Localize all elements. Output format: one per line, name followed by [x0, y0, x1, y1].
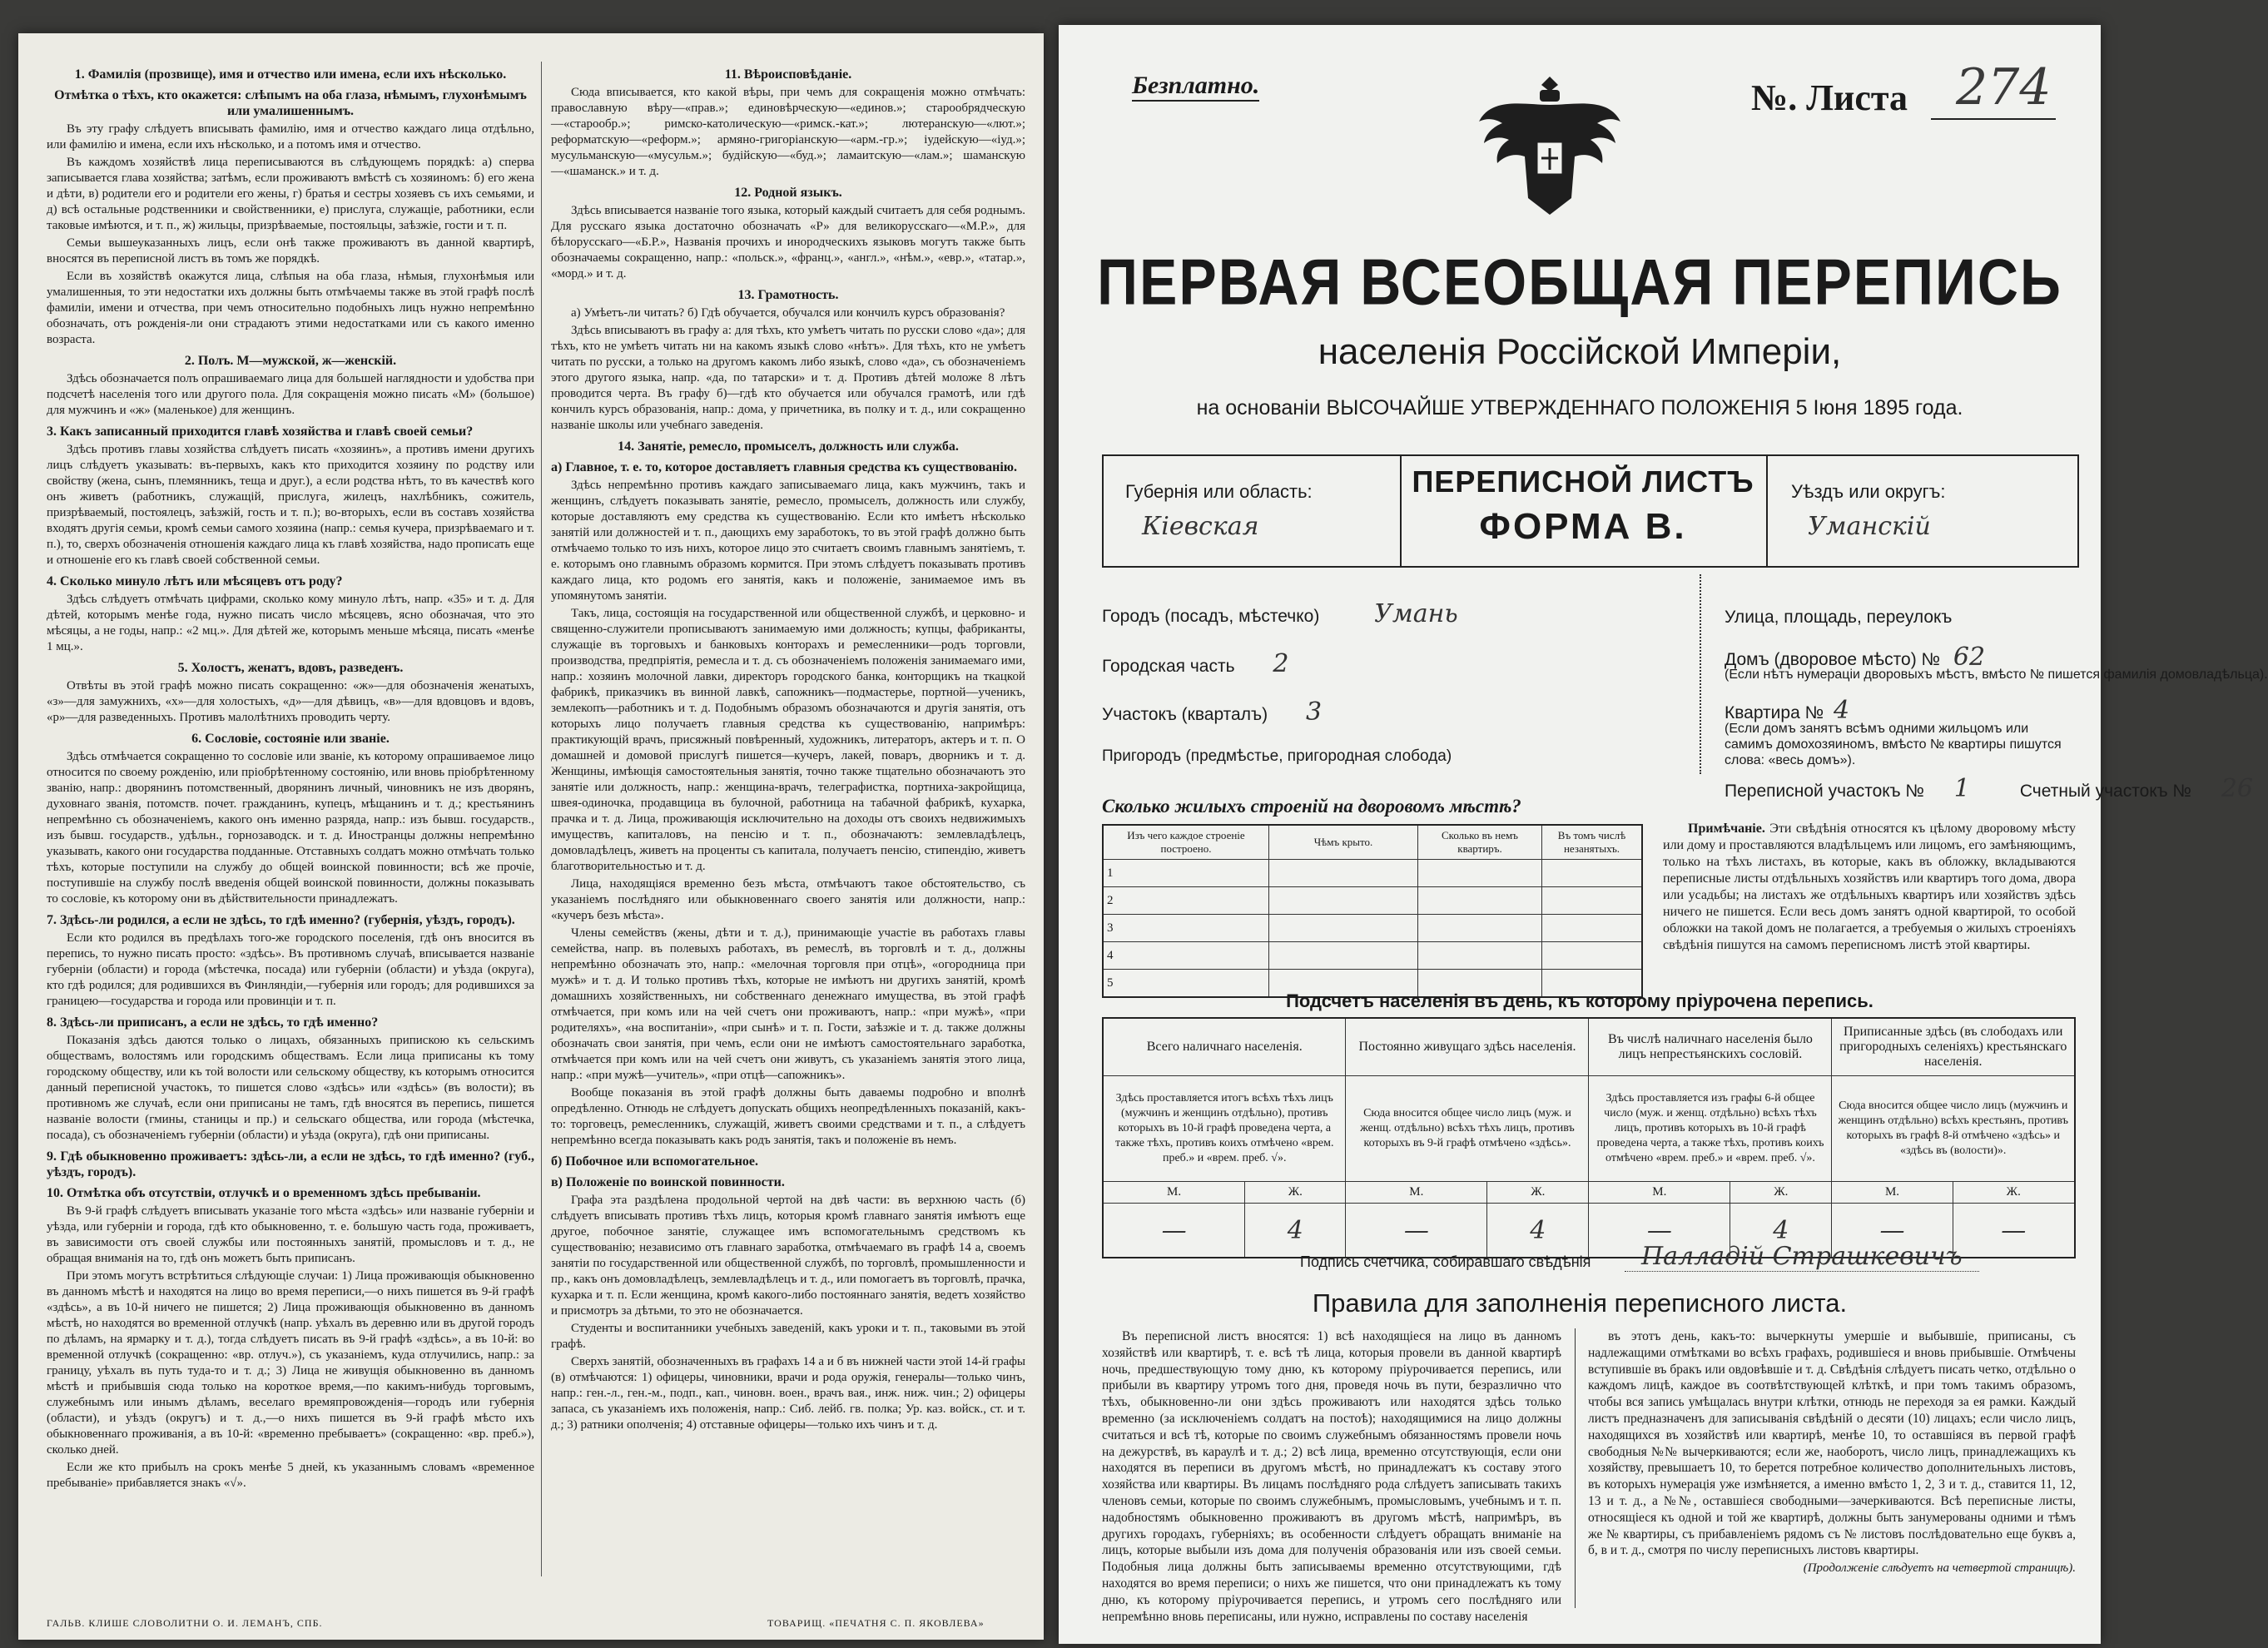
apartment-note: (Если домъ занятъ всѣмъ одними жильцомъ или самимъ домохозяиномъ, вмѣсто № квартиры пишутся слова: «весь домъ»). [1725, 722, 2062, 767]
buildings-cell [1269, 915, 1418, 942]
instruction-heading: в) Положеніе по воинской повинности. [551, 1175, 785, 1189]
count-head-peasant: Приписанные здѣсь (въ слободахъ или пригородныхъ селеніяхъ) крестьянскаго населенія. [1832, 1018, 2075, 1076]
note-title: Примѣчаніе. [1688, 822, 1765, 836]
instruction-paragraph: а) Умѣетъ-ли читать? б) Гдѣ обучается, обучался или кончилъ курсъ образованія? [571, 306, 1005, 320]
buildings-table [1102, 824, 1643, 998]
male-label: М. [1832, 1182, 1953, 1204]
buildings-cell [1418, 887, 1542, 915]
count-head-non-peasant: Въ числѣ наличнаго населенія было лицъ непрестьянскихъ сословій. [1589, 1018, 1832, 1076]
uezd-label: Уѣздъ или округъ: [1791, 481, 1946, 502]
house-label: Домъ (дворовое мѣсто) № [1725, 650, 1941, 669]
count-head-permanent: Постоянно живущаго здѣсь населенія. [1346, 1018, 1589, 1076]
buildings-header-apartments: Сколько въ немъ квартиръ. [1418, 825, 1542, 860]
sheet-number-value: 274 [1956, 58, 2052, 117]
double-headed-eagle-icon [1475, 68, 1625, 235]
census-form-page [1059, 25, 2268, 1644]
count-body-non-peasant: Здѣсь проставляется изъ графы 6-й общее число (муж. и женщ. отдѣльно) всѣхъ тѣхъ лицъ, противъ которыхъ въ 10-й графѣ проведена черта, а также тѣхъ, противъ коихъ отмѣчено «врем. преб.» и «врем. преб. √». [1589, 1076, 1832, 1182]
form-letter: ФОРМА В. [1479, 506, 1687, 547]
instruction-paragraph: Въ 9-й графѣ слѣдуетъ вписывать указаніе того мѣста «здѣсь» или названіе губерніи и уѣзда, или губерніи и города, гдѣ кто обыкновенно, т. е. большую часть года, проживаетъ, въ зависимости отъ своей службы или постоянныхъ занятій, промысловъ и т. д., не обращая вниманія на то, гдѣ онъ можетъ быть приписанъ. [47, 1204, 534, 1265]
count-body-peasant: Сюда вносится общее число лицъ (мужчинъ и женщинъ отдѣльно) всѣхъ крестьянъ, противъ которыхъ въ графѣ 8-й отмѣчено «здѣсь» и «здѣсь въ (волости)». [1832, 1076, 2075, 1182]
count-title: Подсчетъ населенія въ день, къ которому пріурочена перепись. [1286, 990, 1873, 1011]
count-head-present: Всего наличнаго населенія. [1103, 1018, 1346, 1076]
buildings-cell [1269, 887, 1418, 915]
uezd-value: Уманскій [1808, 512, 1931, 541]
house-value: 62 [1953, 643, 1986, 672]
instruction-heading: 7. Здѣсь-ли родился, а если не здѣсь, то гдѣ именно? (губернія, уѣздъ, городъ). [47, 913, 515, 927]
street-label: Улица, площадь, переулокъ [1725, 608, 1953, 627]
header-divider-right [1766, 454, 1768, 566]
instruction-paragraph: Графа эта раздѣлена продольной чертой на двѣ части: въ верхнюю часть (б) слѣдуетъ вписывать противъ тѣхъ лицъ, которыя кромѣ главнаго занятія имѣютъ еще другое, побочное занятіе, служащее имъ вспомогательнымъ средствомъ къ существованію; независимо отъ главнаго заработка, отмѣчаемаго въ графѣ 14 а, своемъ занятіи по государственной или общественной службѣ, по торговлѣ, промышленности и пр., какъ онъ домовладѣлецъ, землевладѣлецъ и т. д., или помогаетъ въ торговлѣ, прачка, кухарка и т. п. Если женщина, кромѣ какого-либо постояннаго занятія, ведетъ хозяйство и присмотръ за дѣтьми, то это не обозначается. [551, 1194, 1025, 1318]
uchastok-value: 3 [1305, 697, 1323, 727]
buildings-row-number: 3 [1103, 915, 1269, 942]
city-part-label: Городская часть [1102, 657, 1235, 676]
instruction-heading: 10. Отмѣтка объ отсутствіи, отлучкѣ и о временномъ здѣсь пребываніи. [47, 1186, 481, 1200]
instruction-paragraph: Здѣсь отмѣчается сокращенно то сословіе или званіе, къ которому опрашиваемое лицо относится по своему рожденію, или пріобрѣтенному состоянію, или вновь пріобрѣтенному званію, напр.: дворянинъ потомственный, дворянинъ личный, чиновникъ не изъ дворянъ, духовнаго званія, потомств. почет. гражданинъ, купецъ, мѣщанинъ и т. д.; крестьянинъ непремѣнно съ обозначеніемъ, какого онъ именно разряда, напр.: изъ бывш. государств., изъ бывш. государств., удѣльн., горнозаводск. и т. д. Иностранцы должны непремѣнно указывать, какого они государства подданные. Отставныхъ солдатъ можно отмѣчать только тѣхъ, которые поступили на службу до общей воинской повинности; всѣ же прочіе, поступившіе на службу послѣ введенія общей воинской повинности, должны показывать то сословіе, къ которому они въ дѣйствительности принадлежатъ. [47, 750, 534, 906]
census-subtitle: населенія Россійской Имперіи, [1318, 331, 1842, 372]
instruction-paragraph: Здѣсь непремѣнно противъ каждаго записываемаго лица, какъ мужчинъ, такъ и женщинъ, слѣдуетъ показывать занятіе, ремесло, промыселъ, должность или службу, которые доставляютъ ему средства къ существованію. Если кто имѣетъ нѣсколько занятій или должностей и т. п., дающихъ ему заработокъ, то въ этой графѣ должно быть отмѣчаемо только то изъ нихъ, которое лицо это считаетъ своимъ главнымъ занятіемъ, т. е. которымъ оно главнымъ образомъ кормится. При этомъ слѣдуетъ показывать противъ каждаго лица, кто родомъ его занятія, какъ и положеніе, занимаемое имъ въ упомянутомъ занятіи. [551, 479, 1025, 603]
printer-footer-right: ТОВАРИЩ. «ПЕЧАТНЯ С. П. ЯКОВЛЕВА» [767, 1617, 985, 1629]
buildings-row [1103, 942, 1642, 970]
female-label: Ж. [1487, 1182, 1589, 1204]
instruction-paragraph: Если кто родился въ предѣлахъ того-же городского поселенія, гдѣ онъ вносится въ перепись, то нужно писать просто: «здѣсь». Въ противномъ случаѣ, вписывается названіе губерніи (области) и города (мѣстечка, посада) или губерніи (области) и уѣзда (округа), кто гдѣ родился; для родившихся въ Финляндіи,—губернія или городъ; для родившихся за границею—государства и города или провинціи и т. п. [47, 931, 534, 1008]
buildings-header-material: Изъ чего каждое строеніе построено. [1103, 825, 1269, 860]
buildings-header-roof: Чѣмъ крыто. [1269, 825, 1418, 860]
count-permanent-male: — [1346, 1204, 1487, 1258]
count-body-present: Здѣсь проставляется итогъ всѣхъ тѣхъ лицъ (мужчинъ и женщинъ отдѣльно), противъ которыхъ въ 10-й графѣ проведена черта, а также тѣхъ, противъ коихъ отмѣчено «врем. преб.» и «врем. преб. √». [1103, 1076, 1346, 1182]
instruction-heading: 9. Гдѣ обыкновенно проживаетъ: здѣсь-ли, а если не здѣсь, то гдѣ именно? (губ., уѣздъ, городъ). [47, 1149, 534, 1179]
population-count-table [1102, 1017, 2076, 1258]
buildings-header-vacant: Въ томъ числѣ незанятыхъ. [1542, 825, 1643, 860]
buildings-header-row [1103, 825, 1642, 860]
instruction-paragraph: Лица, находящіяся временно безъ мѣста, отмѣчаютъ такое обстоятельство, съ указаніемъ послѣдняго или обыкновеннаго своего занятія или должности, напр.: «кучеръ безъ мѣста». [551, 877, 1025, 922]
instruction-paragraph: Здѣсь обозначается полъ опрашиваемаго лица для большей наглядности и удобства при подсчетѣ населенія того или другого пола. Для сокращенія можно писать «М» (большое) для мужчинъ и «ж» (маленькое) для женщинъ. [47, 372, 534, 417]
rules-continued: (Продолженіе слѣдуетъ на четвертой страницѣ). [1803, 1561, 2076, 1576]
count-sex-row [1103, 1182, 2075, 1204]
instruction-paragraph: Сверхъ занятій, обозначенныхъ въ графахъ 14 а и б въ нижней части этой 14-й графы (в) отмѣчаются: 1) офицеры, чиновники, врачи и рода оружія, генералы—только чинъ, напр.: ген.-л., ген.-м., подп., кап., чиновн. воен., врачъ вая., инж. ниж. чин.; 2) офицеры запаса, съ указаніемъ ихъ положенія, напр.: Сиб. лейб. гв. полка; Ур. каз. войск., ст. и т. д.; 3) ратники ополченія; 4) отставные офицеры—только ихъ чинъ и т. д. [551, 1355, 1025, 1432]
instruction-heading: 4. Сколько минуло лѣтъ или мѣсяцевъ отъ роду? [47, 574, 343, 588]
instruction-heading: б) Побочное или вспомогательное. [551, 1154, 759, 1169]
count-nonpeasant-male: — [1589, 1204, 1730, 1258]
column-divider [541, 62, 542, 1576]
buildings-cell [1269, 860, 1418, 887]
instructions-page [18, 33, 1044, 1640]
buildings-cell [1542, 942, 1643, 970]
buildings-cell [1542, 860, 1643, 887]
sheet-number-label: №. Листа [1751, 77, 1908, 118]
instruction-paragraph: Здѣсь противъ главы хозяйства слѣдуетъ писать «хозяинъ», а противъ имени другихъ лицъ слѣдуетъ указывать: въ-первыхъ, какъ кто приходится хозяину по родству или свойству (жена, сынъ, племянникъ, теща и друг.), а если родства нѣтъ, то въ качествѣ кого онъ живетъ (работникъ, служащій, прислуга, жилецъ, нахлѣбникъ, сожитель, призрѣваемый, постоялецъ, заѣзжій, гость и т. п.); во-вторыхъ, если въ составъ хозяйства входятъ другія семьи, кромѣ семьи самого хозяина (напр.: семья кучера, призрѣваемаго и т. п.), то, сверхъ обозначенія отношенія каждаго лица къ главѣ хозяйства, надо прописать еще и отношеніе его къ главѣ своей собственной семьи. [47, 443, 534, 567]
city-label: Городъ (посадъ, мѣстечко) [1102, 607, 1320, 626]
instruction-paragraph: Если въ хозяйствѣ окажутся лица, слѣпыя на оба глаза, нѣмыя, глухонѣмыя или умалишенныя, то эти недостатки ихъ должны быть отмѣчаемы также въ этой графѣ послѣ фамиліи, имени и отчества, при чемъ относительно подобныхъ лицъ нужно непремѣнно обозначать, отъ рожденія-ли они страдаютъ этими недостатками или съ какого именно возраста. [47, 270, 534, 346]
city-part-value: 2 [1273, 649, 1289, 678]
instruction-paragraph: Отвѣты въ этой графѣ можно писать сокращенно: «ж»—для обозначенія женатыхъ, «з»—для замужнихъ, «х»—для холостыхъ, «д»—для дѣвицъ, «в»—для вдовцовъ и вдовъ, «р»—для разведенныхъ. Противъ малолѣтнихъ проводить черту. [47, 679, 534, 724]
census-area-field [1725, 774, 2253, 803]
instruction-heading: Отмѣтка о тѣхъ, кто окажется: слѣпымъ на оба глаза, нѣмымъ, глухонѣмымъ или умалишеннымъ. [54, 88, 527, 118]
male-label: М. [1346, 1182, 1487, 1204]
buildings-row-number: 4 [1103, 942, 1269, 970]
buildings-row-number: 2 [1103, 887, 1269, 915]
instruction-paragraph: Здѣсь слѣдуетъ отмѣчать цифрами, сколько кому минуло лѣтъ, напр. «35» и т. д. Для дѣтей, которымъ менѣе года, нужно писать число мѣсяцевъ, ясно обозначая, что это мѣсяцы, а не годы, напр.: «2 мц.». Для дѣтей же, которымъ меньше мѣсяца, писать «менѣе 1 мц.». [47, 593, 534, 653]
uchastok-label: Участокъ (кварталъ) [1102, 705, 1268, 724]
instruction-heading: а) Главное, т. е. то, которое доставляетъ главныя средства къ существованію. [551, 460, 1017, 474]
count-permanent-female: 4 [1487, 1204, 1589, 1258]
suburb-label: Пригородъ (предмѣстье, пригородная слобода) [1102, 747, 1452, 765]
instruction-paragraph: Вообще показанія въ этой графѣ должны быть даваемы подробно и вполнѣ опредѣленно. Отнюдь не слѣдуетъ допускать общихъ неопредѣленныхъ показаній, какъ-то: торговецъ, ремесленникъ, служащій, живетъ своими средствами и т. п., а слѣдуетъ непремѣнно всегда показывать какъ родъ занятія, такъ и положеніе въ немъ. [551, 1086, 1025, 1147]
count-body-row [1103, 1076, 2075, 1182]
female-label: Ж. [1245, 1182, 1346, 1204]
buildings-cell [1418, 942, 1542, 970]
buildings-cell [1418, 915, 1542, 942]
printer-footer-left: ГАЛЬВ. КЛИШЕ СЛОВОЛИТНИ О. И. ЛЕМАНЪ, СПБ. [47, 1617, 323, 1629]
female-label: Ж. [1730, 1182, 1832, 1204]
street-field [1725, 608, 1952, 628]
count-head-row [1103, 1018, 2075, 1076]
buildings-cell [1542, 915, 1643, 942]
instruction-paragraph: Здѣсь вписываютъ въ графу а: для тѣхъ, кто умѣетъ читать по русски слово «да»; для тѣхъ, кто не умѣетъ читать ни на какомъ языкѣ слово «нѣтъ». Для тѣхъ, кто не умѣетъ читать по русски, а только на другомъ какомъ либо языкѣ, слово «да», съ обозначеніемъ этого другого языка, напр. «да, по татарски» и т. д. Противъ дѣтей моложе 8 лѣтъ проводится черта. Въ графу б)—гдѣ кто обучается или обучался грамотѣ, или гдѣ кончилъ курсъ образованія, напр.: дома, у причетника, въ полку и т. д., или сокращенно названіе школы или учебнаго заведенія. [551, 324, 1025, 432]
rules-title: Правила для заполненія переписного листа. [1312, 1288, 1848, 1318]
instruction-paragraph: Въ каждомъ хозяйствѣ лица переписываются въ слѣдующемъ порядкѣ: а) сперва записывается глава хозяйства; затѣмъ, если проживаютъ вмѣстѣ съ хозяиномъ: б) его жена и дѣти, в) родители его и родители его жены, г) братья и сестры хозяевъ съ ихъ семьями, и д) всѣ остальные родственники и свойственники, е) прислуга, служащіе, работники, если таковые имѣются, и т. п., ж) жильцы, призрѣваемые, постояльцы, заѣзжіе, гости и т. п. [47, 156, 534, 232]
city-value: Умань [1374, 599, 1458, 628]
instructions-column-1 [47, 62, 534, 1493]
house-note: (Если нѣтъ нумераціи дворовыхъ мѣстъ, вмѣсто № пишется фамилія домовладѣльца). [1725, 668, 2268, 682]
count-present-male: — [1103, 1204, 1245, 1258]
instructions-column-2 [551, 62, 1025, 1435]
instruction-paragraph: Здѣсь вписывается названіе того языка, который каждый считаетъ для себя роднымъ. Для русскаго языка достаточно обозначать «Р» для великорусскаго—«М.Р.», для бѣлорусскаго—«Б.Р.», Названія прочихъ и инородческихъ языковъ могутъ также быть обозначаемы сокращенно, напр.: «польск.», «франц.», «англ.», «нѣм.», «евр.», «татар.», «морд.» и т. д. [551, 204, 1025, 280]
buildings-row [1103, 887, 1642, 915]
census-area-value: 1 [1953, 774, 1970, 803]
apartment-label: Квартира № [1725, 703, 1824, 722]
buildings-row [1103, 860, 1642, 887]
count-area-label: Счетный участокъ № [2019, 782, 2191, 801]
instruction-paragraph: Такъ, лица, состоящія на государственной или общественной службѣ, и церковно- и священно-служители прописываютъ занимаемую ими должность; купцы, фабриканты, служащіе въ торговыхъ и банковыхъ конторахъ и ремесленники—родъ торговли, производства, предпріятія, ремесла и т. д. съ обозначеніемъ положенія занимаемаго ими, напр.: хозяинъ молочной лавки, директоръ городского банка, конторщикъ на ткацкой фабрикѣ, приказчикъ въ винной лавкѣ, сапожникъ—подмастерье, портной—ученикъ, землекопъ—работникъ и т. д. Подобнымъ образомъ обозначаются и другія занятія, отъ которыхъ лицо получаетъ главныя средства къ существованію, напримѣръ: практикующій врачъ, присяжный повѣренный, художникъ, литераторъ, актеръ и т. п. О домашней и домовой прислугѣ пишется—кучеръ, лакей, поваръ, дворникъ и т. д. Женщины, имѣющія самостоятельныя занятія, точно также тщательно обозначаютъ это занятіе или должность, напр.: женщина-врачъ, телеграфистка, портниха-закройщица, швея-одиночка, продавщица въ булочной, работница на табачной фабрикѣ, кухарка, прачка и т. д. Лица, проживающія исключительно на доходы отъ своихъ недвижимыхъ имуществъ, капиталовъ, на пенсію и т. п., обозначаютъ: землевладѣлецъ, домовладѣлецъ, живетъ на проценты съ капитала, получаетъ пенсію, стипендію, живетъ благотворительностью и т. д. [551, 607, 1025, 873]
gubernia-label: Губернія или область: [1125, 481, 1313, 502]
signature-label: Подпись счетчика, собиравшаго свѣдѣнія [1300, 1253, 1591, 1270]
instruction-heading: 8. Здѣсь-ли приписанъ, а если не здѣсь, то гдѣ именно? [47, 1015, 379, 1030]
instruction-heading: 1. Фамилія (прозвище), имя и отчество или имена, если ихъ нѣсколько. [74, 67, 507, 82]
buildings-row-number: 1 [1103, 860, 1269, 887]
instruction-paragraph: Студенты и воспитанники учебныхъ заведеній, какъ уроки и т. п., таковыми въ этой графѣ. [551, 1322, 1025, 1351]
buildings-row-number: 5 [1103, 970, 1269, 998]
count-peasant-female: — [1953, 1204, 2075, 1258]
rules-column-2 [1588, 1328, 2076, 1577]
instruction-heading: 3. Какъ записанный приходится главѣ хозяйства и главѣ своей семьи? [47, 424, 474, 439]
address-divider [1700, 574, 1702, 774]
instruction-heading: 14. Занятіе, ремесло, промыселъ, должность или служба. [618, 439, 959, 454]
signature-value: Палладій Страшкевичъ [1625, 1242, 1979, 1272]
count-nonpeasant-female: 4 [1730, 1204, 1832, 1258]
instruction-heading: 12. Родной языкъ. [734, 186, 842, 200]
note-text: Эти свѣдѣнія относятся къ цѣлому дворовому мѣсту или дому и проставляются владѣльцемъ или лицомъ, его замѣняющимъ, только на тѣхъ листахъ, въ которые, какъ въ обложку, вкладываются переписные листы отдѣльныхъ хозяйствъ или квартиръ того дома, двора или усадьбы; на листахъ же отдѣльныхъ квартиръ или хозяйствъ здѣсь ничего не пишется. Если весь домъ занятъ одной квартирой, то особой обложки на такой домъ не полагается, а требуемыя о жилыхъ строеніяхъ свѣдѣнія пишутся на самомъ переписномъ листѣ этой квартиры. [1663, 822, 2077, 952]
male-label: М. [1103, 1182, 1245, 1204]
instruction-heading: 11. Вѣроисповѣданіе. [724, 67, 852, 82]
count-present-female: 4 [1245, 1204, 1346, 1258]
buildings-question: Сколько жилыхъ строеній на дворовомъ мѣстѣ? [1102, 796, 1521, 817]
census-basis: на основаніи ВЫСОЧАЙШЕ УТВЕРЖДЕННАГО ПОЛОЖЕНІЯ 5 Іюня 1895 года. [1196, 396, 1963, 419]
rules-text-2: въ этотъ день, какъ-то: вычеркнуты умершіе и выбывшіе, приписаны, съ надлежащими отмѣтками во всѣхъ графахъ, родившіеся и вновь прибывшіе. Отмѣчены вступившіе въ бракъ или овдовѣвшіе и т. д. Свѣдѣнія слѣдуетъ писать четко, отдѣльно о каждомъ лицѣ, каждое въ соотвѣтствующей клѣткѣ, и при томъ такимъ образомъ, чтобы вся запись умѣщалась внутри клѣтки, отнюдь не переходя за ея рамки. Каждый листъ предназначенъ для записыванія свѣдѣній о десяти (10) лицахъ; если число лицъ, находящихся въ хозяйствѣ или квартирѣ, менѣе 10, то оставшіяся въ первой графѣ свободныя №№ вычеркиваются; если же, наоборотъ, число лицъ, принадлежащихъ къ хозяйству, превышаетъ 10, то берется потребное количество дополнительныхъ листовъ, въ которыхъ нумерація уже измѣняется, а именно вмѣсто 1, 2, 3 и т. д., ставится 11, 12, 13 и т. д., а №№, оставшіеся свободными—зачеркиваются. Всѣ переписные листы, относящіеся къ одной и той же квартирѣ, должны быть занумерованы одними и тѣмъ же № квартиры, съ прибавленіемъ рядомъ съ № листовъ послѣдовательно еще буквъ а, б, в и т. д., смотря по числу переписныхъ листовъ квартиры. [1588, 1329, 2076, 1558]
uchastok-field [1102, 697, 1322, 727]
instruction-heading: 5. Холостъ, женатъ, вдовъ, разведенъ. [177, 661, 404, 675]
count-body-permanent: Сюда вносится общее число лицъ (муж. и женщ. отдѣльно) всѣхъ тѣхъ лицъ, противъ которыхъ въ 9-й графѣ отмѣчено «здѣсь». [1346, 1076, 1589, 1182]
buildings-cell [1542, 887, 1643, 915]
sheet-number-underline [1931, 118, 2056, 120]
city-part-field [1102, 649, 1288, 678]
apartment-value: 4 [1833, 696, 1850, 725]
free-label: Безплатно. [1132, 72, 1259, 102]
instruction-paragraph: При этомъ могутъ встрѣтиться слѣдующіе случаи: 1) Лица проживающія обыкновенно въ данномъ мѣстѣ и находятся на лицо во время переписи,—о нихъ пишется въ 9-й графѣ «здѣсь», а въ 10-й ничего не пишется; 2) Лица проживающія обыкновенно въ данномъ мѣстѣ, но находятся во временной отлучкѣ (напр. уѣхалъ въ деревню или въ другой городъ по дѣламъ, на ярмарку и т. д.), тогда слѣдуетъ писать въ 9-й графѣ «здѣсь», а въ 10-й: во временной отлучкѣ (сокращенно: «вр. отлуч.»), съ указаніемъ, куда отлучились, напр.: за границу, уѣхалъ въ путь туда-то и т. д.; 3) Лица не живущія обыкновенно въ данномъ мѣстѣ и прибывшія сюда только на короткое время,—по какимъ-нибудь торговымъ, служебнымъ или инымъ дѣламъ, веселаго времяпровожденія—городъ или губернія (области), и уѣздъ (округъ) и т. д.,—о нихъ пишется въ 9-й графѣ мѣсто ихъ обыкновеннаго проживанія, а въ 10-й: «временно пребываетъ» (сокращенно: «вр. преб.»), сколько дней. [47, 1269, 534, 1457]
form-title: ПЕРЕПИСНОЙ ЛИСТЪ [1412, 464, 1754, 499]
instruction-paragraph: Показанія здѣсь даются только о лицахъ, обязанныхъ припискою къ сельскимъ обществамъ, волостямъ или городскимъ обществамъ. Если лица приписаны къ тому городскому обществу, или къ той волости или сельскому обществу, къ которымъ относится данный переписной участокъ, то пишется слово «здѣсь» или «здѣсь» (въ волости); въ противномъ же случаѣ, если они приписаны не тамъ, гдѣ вносятся въ перепись, пишется названіе волости (гмины, станицы и пр.) и сельскаго общества, или города (мѣстечка, посада), съ обозначеніемъ губерніи (области) и уѣзда (округа), гдѣ они приписаны. [47, 1034, 534, 1142]
count-peasant-male: — [1832, 1204, 1953, 1258]
rules-text-1: Въ переписной листъ вносятся: 1) всѣ находящіеся на лицо въ данномъ хозяйствѣ или квартирѣ, т. е. всѣ тѣ лица, которыя провели въ данной квартирѣ ночь, предшествующую тому дню, къ которому пріурочивается перепись, или прибыли въ квартиру утромъ того дня, проведя ночь въ пути, безразлично что тѣхъ, обыкновенно-ли они здѣсь проживаютъ или находятся здѣсь только временно (за исключеніемъ солдатъ на постоѣ); находящимися на лицо должны считаться и всѣ тѣ, которые по своимъ служебнымъ обязанностямъ провели ночь на дежурствѣ, въ караулѣ и т. д.; 2) всѣ лица, временно отсутствующія, если они находятся въ переписи въ другомъ мѣстѣ, но принадлежатъ къ составу этого хозяйства или квартиры. Въ лицамъ послѣдняго рода слѣдуетъ записывать такихъ членовъ семьи, которые по своимъ служебнымъ, промысловымъ, учебнымъ и т. п. надобностямъ обыкновенно проживаютъ въ другомъ мѣстѣ, напримѣръ, въ другихъ городахъ, губерніяхъ; въ особенности слѣдуетъ обращать вниманіе на лицъ, которые выбыли изъ дома для полученія образованія или изъ своей семьи. Подобныя лица должны быть записываемы временно отсутствующими, гдѣ находятся во время переписи; о нихъ же пишется, что они принадлежатъ къ тому дню, къ которому пріурочивается перепись, и утромъ сего послѣдняго или непремѣнно вновь переписаны, или нужно, исправлены по составу населенія [1102, 1329, 1561, 1624]
instruction-paragraph: Сюда вписывается, кто какой вѣры, при чемъ для сокращенія можно отмѣчать: православную вѣру—«прав.»; единовѣрческую—«единов.»; старообрядческую—«старообр.»; римско-католическую—«римск.-кат.»; лютеранскую—«лют.»; реформатскую—«реформ.»; армяно-григоріанскую—«арм.-гр.»; іудейскую—«іуд.»; мусульманскую—«мусульм.»; будійскую—«буд.»; ламаитскую—«лам.»; шаманскую—«шаманск.» и т. д. [551, 86, 1025, 178]
instruction-heading: 6. Сословіе, состояніе или званіе. [191, 732, 390, 746]
buildings-cell [1418, 860, 1542, 887]
census-title: ПЕРВАЯ ВСЕОБЩАЯ ПЕРЕПИСЬ [1097, 246, 2062, 319]
instruction-heading: 13. Грамотность. [737, 288, 839, 302]
count-area-value: 26 [2221, 774, 2253, 803]
instruction-paragraph: Если же кто прибылъ на срокъ менѣе 5 дней, къ указаннымъ словамъ «временное пребываніе» прибавляется знакъ «√». [47, 1461, 534, 1490]
city-field [1102, 599, 1458, 628]
buildings-cell [1269, 942, 1418, 970]
buildings-row [1103, 915, 1642, 942]
buildings-note [1663, 821, 2076, 954]
instruction-heading: 2. Полъ. М—мужской, ж—женскій. [184, 354, 397, 368]
female-label: Ж. [1953, 1182, 2075, 1204]
gubernia-value: Кіевская [1142, 512, 1259, 541]
instruction-paragraph: Семьи вышеуказанныхъ лицъ, если онѣ также проживаютъ въ данной квартирѣ, вносятся въ переписной листъ въ томъ же порядкѣ. [47, 236, 534, 266]
male-label: М. [1589, 1182, 1730, 1204]
instruction-paragraph: Члены семействъ (жены, дѣти и т. д.), принимающіе участіе въ работахъ главы семейства, напр. въ полевыхъ работахъ, въ ремеслѣ, въ торговлѣ и т. д., должны непремѣнно обозначать это, напр.: «мелочная торговля при отцѣ», «огородница при мужѣ» и т. д. И только противъ тѣхъ, которые не имѣютъ ни другихъ занятій, кромѣ домашнихъ хозяйственныхъ, ни собственнаго денежнаго имущества, въ этой графѣ отмѣчается, при комъ или на чей счетъ они проживаютъ, напр.: «при мужѣ», «при родителяхъ», «на воспитаніи», «при сынѣ» и т. п. Гости, заѣзжіе и т. д. также должны обозначать свои занятія, при чемъ, если они не имѣютъ самостоятельнаго заработка, отмѣчается при комъ или на чей счетъ они живутъ, съ указаніемъ занятія этого лица, напр.: «при мужѣ—учитель», «при отцѣ—сапожникъ». [551, 926, 1025, 1082]
instruction-paragraph: Въ эту графу слѣдуетъ вписывать фамилію, имя и отчество каждаго лица отдѣльно, или фамилію и имена, если ихъ нѣсколько, и а потомъ имя и отчество. [47, 122, 534, 151]
census-area-label: Переписной участокъ № [1725, 782, 1924, 801]
rules-column-1 [1102, 1328, 1561, 1626]
rules-divider [1575, 1328, 1576, 1608]
